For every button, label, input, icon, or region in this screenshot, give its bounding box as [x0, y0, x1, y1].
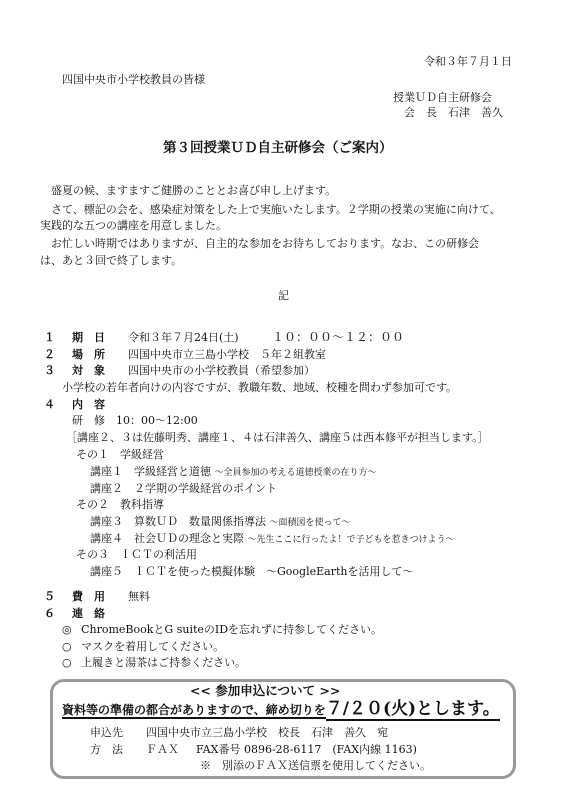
item-1-number: １: [44, 331, 55, 344]
lecture-2-label: 講座２ ２学期の学級経営のポイント: [90, 482, 277, 495]
note-1: [62, 623, 382, 637]
item-2-value: 四国中央市立三島小学校 ５年２組教室: [128, 348, 326, 361]
note-3-mark: ○: [62, 656, 72, 669]
item-4-label: 内 容: [72, 398, 105, 411]
destination-label: 申込先: [90, 726, 123, 739]
method-label: 方 法: [90, 743, 123, 756]
group-3-name: その３ ＩＣＴの利活用: [76, 548, 197, 561]
item-2-number: ２: [44, 348, 55, 361]
note-3-text: 上履きと湯茶はご持参ください。: [81, 656, 247, 669]
item-5-label: 費 用: [72, 590, 105, 603]
lecture-5-label: 講座５ ＩＣＴを使った模擬体験 ～GoogleEarthを活用して～: [90, 565, 414, 578]
document-title: 第３回授業ＵＤ自主研修会（ご案内）: [163, 140, 393, 156]
document-date: 令和３年７月１日: [424, 55, 512, 68]
sender-name: 会 長 石津 善久: [404, 106, 503, 119]
deadline-prefix: 資料等の準備の都合がありますので、締め切りを: [62, 703, 326, 717]
sender-organization: 授業ＵＤ自主研修会: [393, 91, 492, 104]
lecture-1: [90, 465, 377, 480]
note-1-mark: ◎: [62, 623, 72, 636]
body-line-3: 実践的な五つの講座を用意しました。: [40, 219, 227, 232]
item-3-label: 対 象: [72, 364, 105, 377]
fax-number: FAX番号 0896-28-6117 (FAX内線 1163): [196, 743, 417, 756]
body-line-2: さて、標記の会を、感染症対策をした上で実施いたします。２学期の授業の実施に向けて、: [40, 203, 501, 216]
lecture-4-label: 講座４ 社会ＵＤの理念と実際: [90, 532, 244, 545]
item-1-value: 令和３年７月24日(土): [128, 331, 239, 344]
item-6-number: ６: [44, 607, 55, 620]
item-4-number: ４: [44, 398, 55, 411]
item-5-number: ５: [44, 590, 55, 603]
note-2-text: マスクを着用してください。: [81, 640, 225, 653]
lecture-4: [90, 532, 455, 547]
group-1-name: その１ 学級経営: [76, 448, 164, 461]
item-3-value: 四国中央市の小学校教員（希望参加）: [128, 364, 315, 377]
lecture-1-label: 講座１ 学級経営と道徳: [90, 465, 211, 478]
body-line-5: は、あと３回で終了します。: [40, 254, 183, 267]
body-line-1: 盛夏の候、ますますご健勝のこととお喜び申し上げます。: [40, 184, 337, 197]
kenshu-time: 研 修 10：00～12:00: [72, 414, 198, 427]
lecture-5: [90, 565, 413, 579]
lecturer-note: ［講座２、３は佐藤明秀、講座１、４は石津善久、講座５は西本修平が担当します。］: [66, 431, 489, 444]
note-3: [62, 656, 246, 670]
lecture-3-subtitle: ～面積図を使って～: [269, 518, 351, 528]
note-2: [62, 640, 224, 654]
form-note: ※ 別添のＦＡＸ送信票を使用してください。: [200, 759, 431, 772]
lecture-3-label: 講座３ 算数ＵＤ 数量関係指導法: [90, 515, 266, 528]
application-title: << 参加申込について >>: [190, 683, 341, 698]
destination-value: 四国中央市立三島小学校 校長 石津 善久 宛: [146, 726, 388, 739]
method-value: ＦＡＸ: [146, 743, 179, 756]
item-1-time: １０：００～１２：００: [272, 330, 405, 344]
lecture-4-subtitle: ～先生ここに行ったよ！で子どもを惹きつけよう～: [247, 535, 455, 545]
note-1-text: ChromeBookとG suiteのIDを忘れずに持参してください。: [81, 623, 383, 636]
item-3-number: ３: [44, 364, 55, 377]
deadline-line: [62, 699, 500, 719]
lecture-3: [90, 515, 351, 530]
item-1-label: 期 日: [72, 331, 105, 344]
lecture-1-subtitle: ～全員参加の考える道徳授業の在り方～: [214, 468, 377, 478]
item-5-value: 無料: [128, 590, 150, 603]
lecture-2: [90, 482, 277, 496]
addressee: 四国中央市小学校教員の皆様: [62, 73, 205, 86]
note-2-mark: ○: [62, 640, 72, 653]
group-2-name: その２ 教科指導: [76, 498, 164, 511]
deadline-date: ７/２０(火): [325, 699, 417, 719]
deadline-suffix: とします。: [416, 699, 500, 719]
body-line-4: お忙しい時期ではありますが、自主的な参加をお待ちしております。なお、この研修会: [40, 237, 480, 250]
item-2-label: 場 所: [72, 348, 105, 361]
item-6-label: 連 絡: [72, 607, 105, 620]
ki-heading: 記: [278, 289, 289, 302]
item-3-note: 小学校の若年者向けの内容ですが、教職年数、地域、校種を問わず参加可です。: [62, 381, 458, 394]
